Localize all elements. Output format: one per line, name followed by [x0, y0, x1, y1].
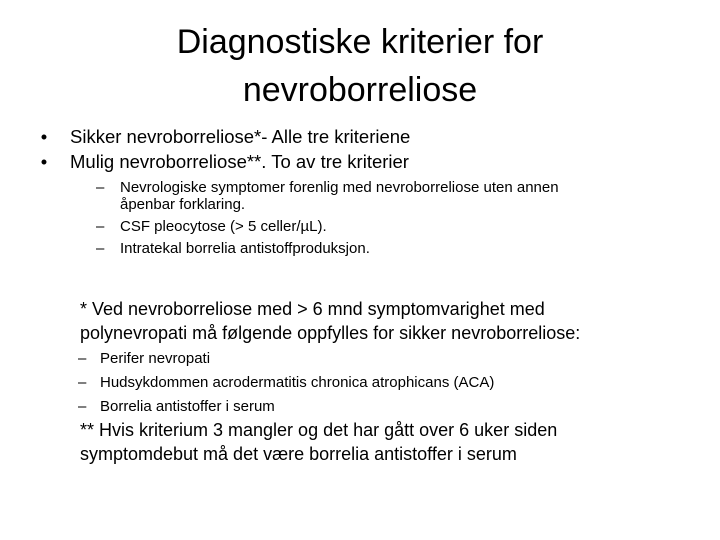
requirement-text: Hudsykdommen acrodermatitis chronica atrophicans (ACA) — [100, 374, 495, 391]
bullet-text: Sikker nevroborreliose*- Alle tre kriteriene — [70, 126, 411, 147]
footnote-double-asterisk — [80, 418, 557, 466]
dash-marker: – — [96, 218, 105, 235]
dash-marker: – — [96, 240, 105, 257]
criterion-text-line-2: åpenbar forklaring. — [120, 196, 246, 213]
slide-title — [110, 18, 610, 114]
dash-marker: – — [78, 374, 87, 391]
criterion-text-line-1: Nevrologiske symptomer forenlig med nevroborreliose uten annen — [120, 179, 559, 196]
dash-marker: – — [96, 179, 105, 196]
dash-marker: – — [78, 350, 87, 367]
criterion-intrathecal-antibody — [96, 240, 694, 257]
criterion-neurological-symptoms — [96, 179, 694, 213]
criterion-text: Intratekal borrelia antistoffproduksjon. — [120, 240, 370, 257]
criteria-sublist — [34, 179, 694, 257]
bullet-marker: • — [40, 151, 48, 172]
requirement-text: Borrelia antistoffer i serum — [100, 398, 275, 415]
requirement-item — [78, 395, 678, 419]
footnote-line-1: ** Hvis kriterium 3 mangler og det har gått over 6 uker siden — [80, 420, 558, 440]
polyneuropathy-requirements — [78, 347, 678, 419]
footnote-single-asterisk — [80, 297, 580, 345]
requirement-item — [78, 371, 678, 395]
dash-marker: – — [78, 398, 87, 415]
criterion-text: CSF pleocytose (> 5 celler/µL). — [120, 218, 327, 235]
requirement-item — [78, 347, 678, 371]
title-line-2: nevroborreliose — [242, 71, 478, 109]
bullet-definite — [34, 124, 694, 149]
footnote-line-2: polynevropati må følgende oppfylles for sikker nevroborreliose: — [80, 323, 581, 343]
criterion-csf-pleocytosis — [96, 218, 694, 235]
requirement-text: Perifer nevropati — [100, 350, 211, 367]
footnote-line-2: symptomdebut må det være borrelia antistoffer i serum — [80, 444, 517, 464]
title-line-1: Diagnostiske kriterier for — [176, 23, 544, 61]
bullet-text: Mulig nevroborreliose**. To av tre kriterier — [70, 151, 409, 172]
footnote-line-1: * Ved nevroborreliose med > 6 mnd symptomvarighet med — [80, 299, 545, 319]
criteria-list — [34, 124, 694, 257]
bullet-possible — [34, 149, 694, 174]
bullet-marker: • — [40, 126, 48, 147]
